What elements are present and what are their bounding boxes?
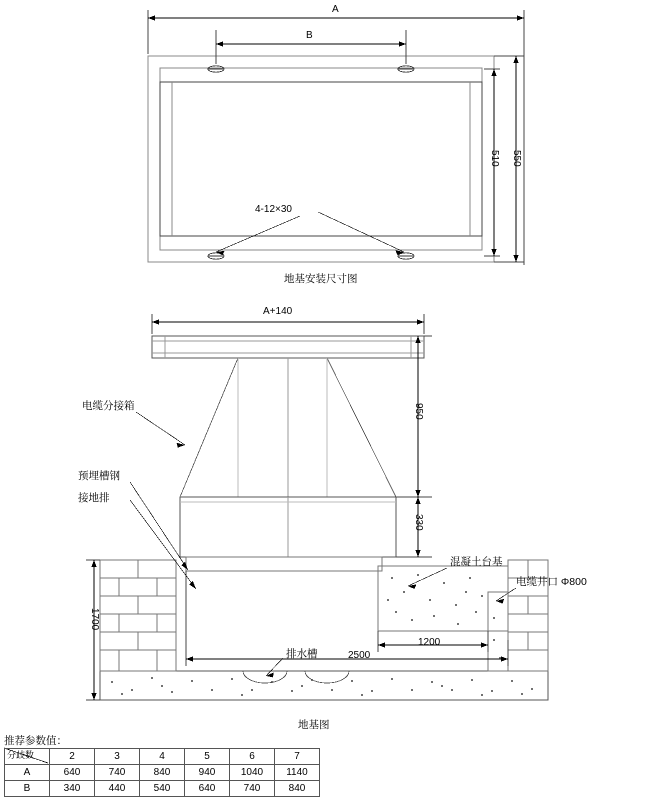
table-col-header: 5 [185, 749, 230, 765]
table-cell: 640 [50, 765, 95, 781]
label-concrete-base: 混凝土台基 [450, 556, 503, 568]
table-cell: 940 [185, 765, 230, 781]
table-col-header: 4 [140, 749, 185, 765]
table-cell: 840 [140, 765, 185, 781]
dim-label-A140: A+140 [263, 306, 293, 317]
table-title: 推荐参数值： [4, 735, 67, 747]
table-cell: 540 [140, 781, 185, 797]
corner-label-branch: 分歧数 [7, 750, 35, 760]
dim-label-1700: 1700 [89, 608, 100, 631]
table-cell: 840 [275, 781, 320, 797]
table-row [5, 765, 320, 781]
dim-label-1200: 1200 [418, 637, 441, 648]
table-col-header: 6 [230, 749, 275, 765]
table-row-label: A [5, 765, 50, 781]
dim-label-330: 330 [413, 514, 424, 531]
table-cell: 740 [230, 781, 275, 797]
label-cable-branch-box: 电缆分接箱 [82, 400, 135, 412]
table-row [5, 781, 320, 797]
bolt-note: 4-12×30 [255, 204, 292, 215]
dim-label-B: B [306, 30, 313, 41]
dim-label-550: 550 [511, 150, 522, 167]
table-cell: 640 [185, 781, 230, 797]
dim-label-A: A [332, 4, 339, 15]
label-grounding-bar: 接地排 [78, 492, 110, 504]
table-cell: 1140 [275, 765, 320, 781]
table-col-header: 2 [50, 749, 95, 765]
figure2-caption: 地基图 [298, 719, 330, 731]
table-cell: 340 [50, 781, 95, 797]
label-drainage-channel: 排水槽 [286, 648, 318, 660]
table-row-label: B [5, 781, 50, 797]
table-col-header: 7 [275, 749, 320, 765]
table-cell: 1040 [230, 765, 275, 781]
table-corner-cell [5, 749, 50, 765]
concrete-hatch [111, 574, 533, 696]
dim-label-510: 510 [489, 150, 500, 167]
parameter-table [4, 748, 320, 797]
figure1-caption: 地基安装尺寸图 [284, 273, 358, 285]
table-cell: 740 [95, 765, 140, 781]
table-header-row [5, 749, 320, 765]
table-cell: 440 [95, 781, 140, 797]
label-cable-well: 电缆井口 Φ800 [516, 576, 587, 588]
dim-label-950: 950 [413, 403, 424, 420]
label-embedded-channel-steel: 预埋槽钢 [78, 470, 120, 482]
dim-label-2500: 2500 [348, 650, 371, 661]
table-col-header: 3 [95, 749, 140, 765]
